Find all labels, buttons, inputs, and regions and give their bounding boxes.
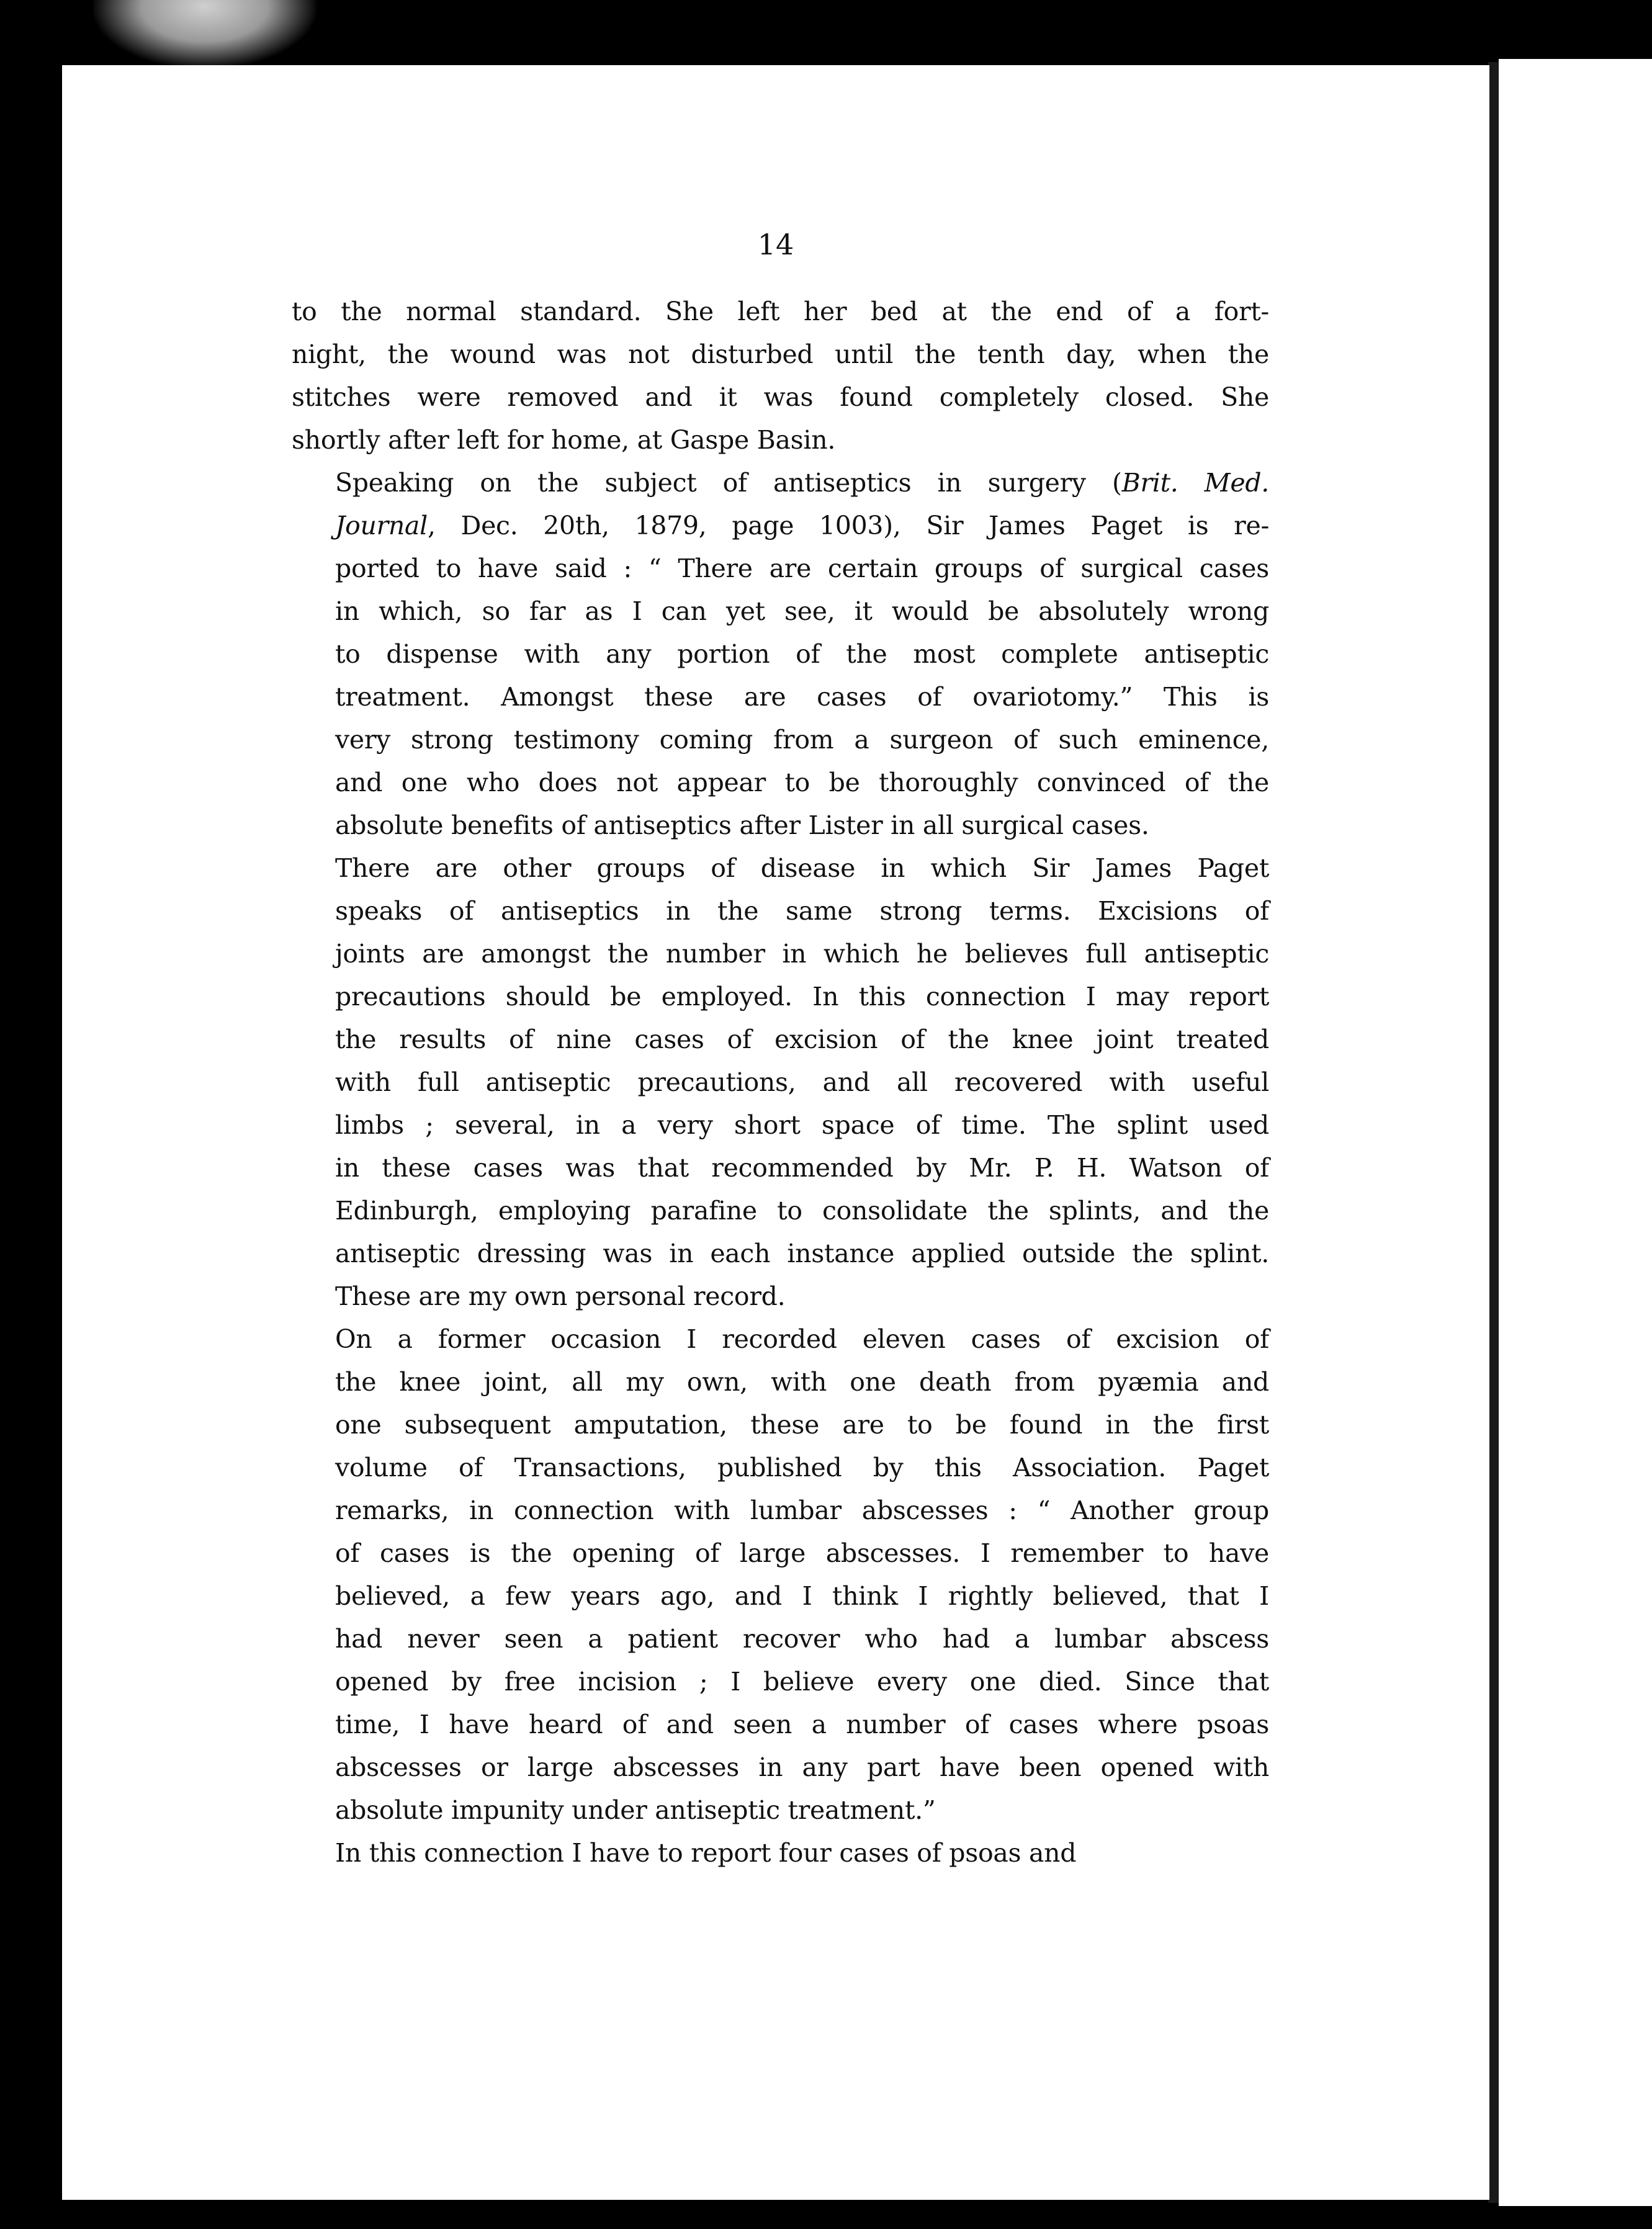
- page-number: 14: [757, 228, 794, 261]
- text-line: in which, so far as I can yet see, it would be absolutely wrong: [335, 596, 1269, 626]
- text-line: one subsequent amputation, these are to be found in the first: [335, 1410, 1269, 1440]
- text-line: speaks of antiseptics in the same strong terms. Excisions of: [335, 896, 1269, 926]
- paragraph-1: [292, 290, 1269, 462]
- scan-artifact: [93, 0, 316, 68]
- citation-journal: Journal: [335, 511, 428, 540]
- text-line: [292, 505, 1269, 547]
- text-line: In this connection I have to report four cases of psoas and: [335, 1838, 1077, 1868]
- body-text: [292, 290, 1269, 1875]
- text-line: to dispense with any portion of the most complete antiseptic: [335, 639, 1269, 669]
- text-line: remarks, in connection with lumbar abscesses : “ Another group: [335, 1496, 1269, 1525]
- text-line: absolute impunity under antiseptic treatment.”: [335, 1795, 936, 1825]
- text-line: These are my own personal record.: [335, 1281, 786, 1311]
- text-line: volume of Transactions, published by this Association. Paget: [335, 1453, 1269, 1482]
- text-line: There are other groups of disease in which Sir James Paget: [335, 853, 1269, 883]
- text-line: night, the wound was not disturbed until the tenth day, when the: [292, 339, 1269, 369]
- text-line: opened by free incision ; I believe every one died. Since that: [335, 1667, 1269, 1697]
- text-line: to the normal standard. She left her bed at the end of a fort-: [292, 297, 1269, 326]
- text-line: the knee joint, all my own, with one death from pyæmia and: [335, 1367, 1269, 1397]
- text-line: precautions should be employed. In this connection I may report: [335, 982, 1269, 1011]
- text-line: On a former occasion I recorded eleven cases of excision of: [335, 1324, 1269, 1354]
- text-line: stitches were removed and it was found completely closed. She: [292, 382, 1269, 412]
- text-line: [292, 462, 1269, 505]
- text-line: treatment. Amongst these are cases of ovariotomy.” This is: [335, 682, 1269, 712]
- text-line: absolute benefits of antiseptics after Lister in all surgical cases.: [335, 810, 1149, 840]
- text-line: antiseptic dressing was in each instance applied outside the splint.: [335, 1239, 1269, 1268]
- citation-journal-abbrev: Brit. Med.: [1121, 468, 1269, 498]
- text-segment: , Dec. 20th, 1879, page 1003), Sir James Paget is re-: [428, 511, 1269, 540]
- paragraph-4: [292, 1318, 1269, 1832]
- text-line: shortly after left for home, at Gaspe Basin.: [292, 425, 836, 455]
- text-line: believed, a few years ago, and I think I rightly believed, that I: [335, 1581, 1269, 1611]
- text-segment: Speaking on the subject of antiseptics in surgery (: [335, 468, 1122, 498]
- text-line: very strong testimony coming from a surgeon of such eminence,: [335, 725, 1269, 755]
- text-line: joints are amongst the number in which he believes full antiseptic: [335, 939, 1269, 969]
- text-line: had never seen a patient recover who had a lumbar abscess: [335, 1624, 1269, 1654]
- text-line: the results of nine cases of excision of the knee joint treated: [335, 1025, 1269, 1054]
- text-line: abscesses or large abscesses in any part have been opened with: [335, 1752, 1269, 1782]
- text-line: and one who does not appear to be thoroughly convinced of the: [335, 768, 1269, 797]
- text-line: with full antiseptic precautions, and all recovered with useful: [335, 1067, 1269, 1097]
- text-line: time, I have heard of and seen a number of cases where psoas: [335, 1710, 1269, 1739]
- paragraph-3: [292, 847, 1269, 1318]
- text-line: of cases is the opening of large abscesses. I remember to have: [335, 1538, 1269, 1568]
- text-line: ported to have said : “ There are certain groups of surgical cases: [335, 554, 1269, 583]
- paragraph-5: [292, 1832, 1269, 1875]
- text-line: limbs ; several, in a very short space of time. The splint used: [335, 1110, 1269, 1140]
- paragraph-2: [292, 462, 1269, 847]
- facing-page-edge: [1499, 59, 1652, 2206]
- text-line: Edinburgh, employing parafine to consolidate the splints, and the: [335, 1196, 1269, 1226]
- text-line: in these cases was that recommended by Mr. P. H. Watson of: [335, 1153, 1269, 1183]
